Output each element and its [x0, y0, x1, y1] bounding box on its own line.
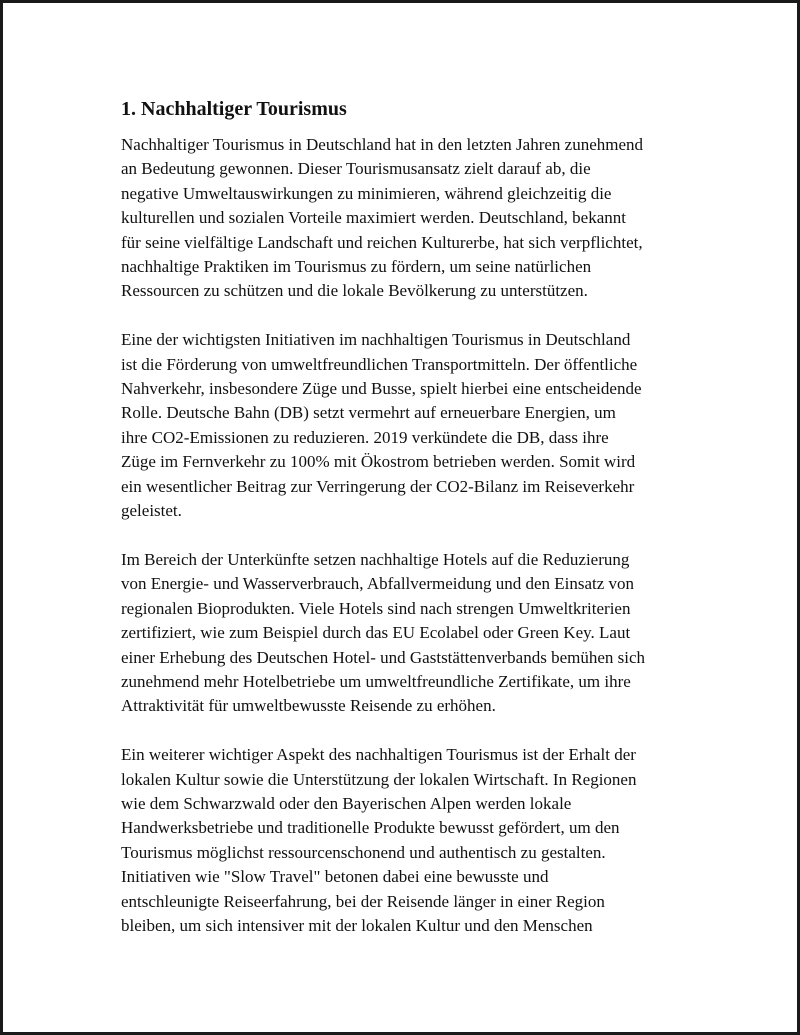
paragraph-local-culture: Ein weiterer wichtiger Aspekt des nachhaltigen Tourismus ist der Erhalt der lokalen Kultur sowie die Unterstützung der lokalen Wirtschaft. In Regionen wie dem Schwarzwald oder den Bayerischen Alpen werden lokale Handwerksbetriebe und traditionelle Produkte bewusst gefördert, um den Tourismus möglichst ressourcenschonend und authentisch zu gestalten. Initiativen wie "Slow Travel" betonen dabei eine bewusste und entschleunigte Reiseerfahrung, bei der Reisende länger in einer Region bleiben, um sich intensiver mit der lokalen Kultur und den Menschen — [121, 745, 637, 935]
paragraph-intro: Nachhaltiger Tourismus in Deutschland hat in den letzten Jahren zunehmend an Bedeutung gewonnen. Dieser Tourismusansatz zielt darauf ab, die negative Umweltauswirkungen zu minimieren, während gleichzeitig die kulturellen und sozialen Vorteile maximiert werden. Deutschland, bekannt für seine vielfältige Landschaft und reichen Kulturerbe, hat sich verpflichtet, nachhaltige Praktiken im Tourismus zu fördern, um seine natürlichen Ressourcen zu schützen und die lokale Bevölkerung zu unterstützen. — [121, 135, 644, 301]
paragraph-transport: Eine der wichtigsten Initiativen im nachhaltigen Tourismus in Deutschland ist die Förderung von umweltfreundlichen Transportmitteln. Der öffentliche Nahverkehr, insbesondere Züge und Busse, spielt hierbei eine entscheidende Rolle. Deutsche Bahn (DB) setzt vermehrt auf erneuerbare Energien, um ihre CO2-Emissionen zu reduzieren. 2019 verkündete die DB, dass ihre Züge im Fernverkehr zu 100% mit Ökostrom betrieben werden. Somit wird ein wesentlicher Beitrag zur Verringerung der CO2-Bilanz im Reiseverkehr geleistet. — [121, 330, 642, 521]
paragraph-accommodation: Im Bereich der Unterkünfte setzen nachhaltige Hotels auf die Reduzierung von Energie- und Wasserverbrauch, Abfallvermeidung und den Einsatz von regionalen Bioprodukten. Viele Hotels sind nach strengen Umweltkriterien zertifiziert, wie zum Beispiel durch das EU Ecolabel oder Green Key. Laut einer Erhebung des Deutschen Hotel- und Gaststättenverbands bemühen sich zunehmend mehr Hotelbetriebe um umweltfreundliche Zertifikate, um ihre Attraktivität für umweltbewusste Reisende zu erhöhen. — [121, 549, 646, 716]
document-content — [121, 95, 691, 963]
section-heading: 1. Nachhaltiger Tourismus — [121, 98, 347, 120]
